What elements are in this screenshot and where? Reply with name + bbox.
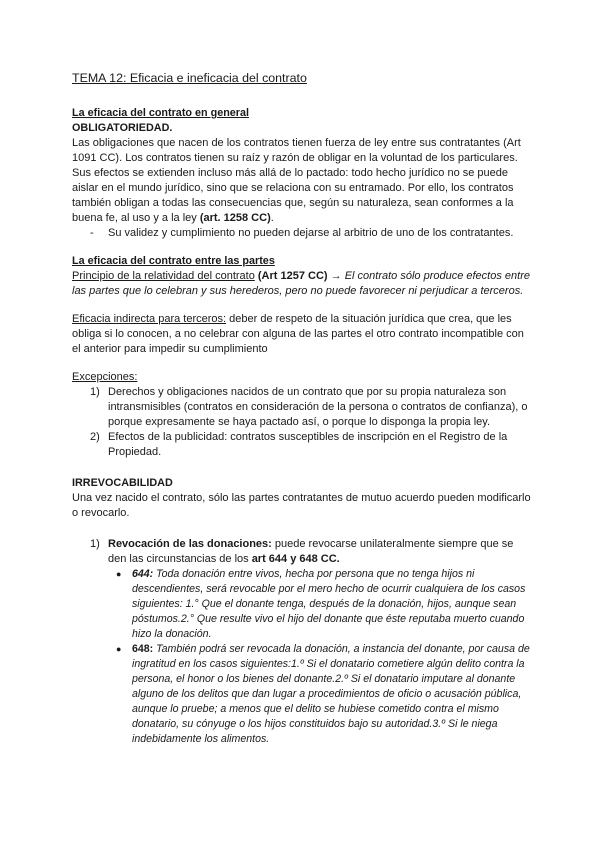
- revocacion-label: Revocación de las donaciones:: [108, 538, 272, 550]
- list-item-text: Efectos de la publicidad: contratos susceptibles de inscripción en el Registro de la Propiedad.: [108, 431, 508, 458]
- section-heading-eficacia-partes: La eficacia del contrato entre las partes: [72, 255, 275, 267]
- subheading-irrevocabilidad: IRREVOCABILIDAD: [72, 477, 173, 489]
- principio-label: Principio de la relatividad del contrato: [72, 270, 255, 282]
- dash-item-text: Su validez y cumplimiento no pueden dejarse al arbitrio de uno de los contratantes.: [108, 227, 514, 239]
- indirecta-label: Eficacia indirecta para terceros:: [72, 313, 227, 325]
- excepciones-list: [90, 385, 532, 460]
- list-number: 1): [90, 538, 100, 550]
- list-item: [90, 537, 532, 567]
- list-number: 2): [90, 431, 100, 443]
- list-item-text: Derechos y obligaciones nacidos de un contrato que por su propia naturaleza son intransmisibles (contratos en consideración de la persona o contratos de confianza), o porque expresamente se haya pactado así, o porque lo disponga la propia ley.: [108, 386, 528, 428]
- paragraph-irrevocabilidad: Una vez nacido el contrato, sólo las partes contratantes de mutuo acuerdo pueden modificarlo o revocarlo.: [72, 492, 531, 519]
- paragraph-principio: [72, 269, 532, 299]
- dash-marker: -: [90, 227, 94, 239]
- list-number: 1): [90, 386, 100, 398]
- revocacion-list: [90, 537, 532, 567]
- excepciones-label: Excepciones:: [72, 371, 138, 383]
- principio-reference: (Art 1257 CC): [257, 270, 328, 282]
- bullet-label: 644:: [132, 568, 154, 580]
- document-title: TEMA 12: Eficacia e ineficacia del contrato: [72, 71, 307, 85]
- article-reference: (art. 1258 CC): [199, 212, 271, 224]
- revocacion-text: puede revocarse unilateralmente siempre que se den las circunstancias de los: [108, 538, 514, 565]
- document-page: [72, 70, 532, 747]
- paragraph-text: Las obligaciones que nacen de los contratos tienen fuerza de ley entre sus contratantes (Art 1091 CC). Los contratos tienen su raíz y razón de obligar en la voluntad de los particulares. Sus efectos se extienden incluso más allá de lo pactado: todo hecho jurídico no se puede aislar en el mundo jurídico, sino que se relaciona con su entramado. Por ello, los contratos también obligan a todas las consecuencias que, según su naturaleza, sean conformes a la buena fe, al uso y a la ley: [72, 137, 521, 224]
- bullet-item-648: [116, 642, 532, 747]
- bullet-body: Toda donación entre vivos, hecha por persona que no tenga hijos ni descendientes, será revocable por el mero hecho de ocurrir cualquiera de los casos siguientes: 1.° Que el donante tenga, después de la donación, hijos, aunque sean póstumos.2.° Que resulte vivo el hijo del donante que éste reputaba muerto cuando hizo la donación.: [132, 568, 526, 640]
- dash-list-item: [90, 226, 532, 241]
- bullet-text: [132, 567, 532, 642]
- bullet-item-644: [116, 567, 532, 642]
- list-item-text: [108, 537, 532, 567]
- indirecta-text: deber de respeto de la situación jurídica que crea, que les obliga si lo conocen, a no celebrar con alguna de las partes el otro contrato incompatible con el anterior para impedir su cumplimiento: [72, 313, 524, 355]
- bullet-label: 648:: [132, 643, 154, 655]
- revocacion-reference: art 644 y 648 CC.: [251, 553, 340, 565]
- paragraph-obligatoriedad: [72, 136, 532, 226]
- list-item: [90, 385, 532, 430]
- paragraph-end: .: [270, 212, 274, 224]
- list-item: [90, 430, 532, 460]
- paragraph-eficacia-indirecta: [72, 312, 532, 357]
- bullet-text: [132, 642, 532, 747]
- subheading-obligatoriedad: OBLIGATORIEDAD.: [72, 122, 173, 134]
- principio-text: El contrato sólo produce efectos entre las partes que lo celebran y sus herederos, pero no puede favorecer ni perjudicar a terceros.: [72, 270, 530, 297]
- bullet-body: También podrá ser revocada la donación, a instancia del donante, por causa de ingratitud en los casos siguientes:1.º Si el donatario cometiere algún delito contra la persona, el honor o los bienes del donante.2.º Si el donatario imputare al donante alguno de los delitos que dan lugar a procedimientos de oficio o acusación pública, aunque lo pruebe; a menos que el delito se hubiese cometido contra el mismo donatario, su cónyuge o los hijos constituidos bajo su autoridad.3.º Si le niega indebidamente los alimentos.: [132, 643, 530, 745]
- bullet-icon: ●: [116, 644, 122, 654]
- section-heading-eficacia-general: La eficacia del contrato en general: [72, 107, 250, 119]
- arrow-icon: →: [330, 270, 342, 282]
- bullet-icon: ●: [116, 569, 122, 579]
